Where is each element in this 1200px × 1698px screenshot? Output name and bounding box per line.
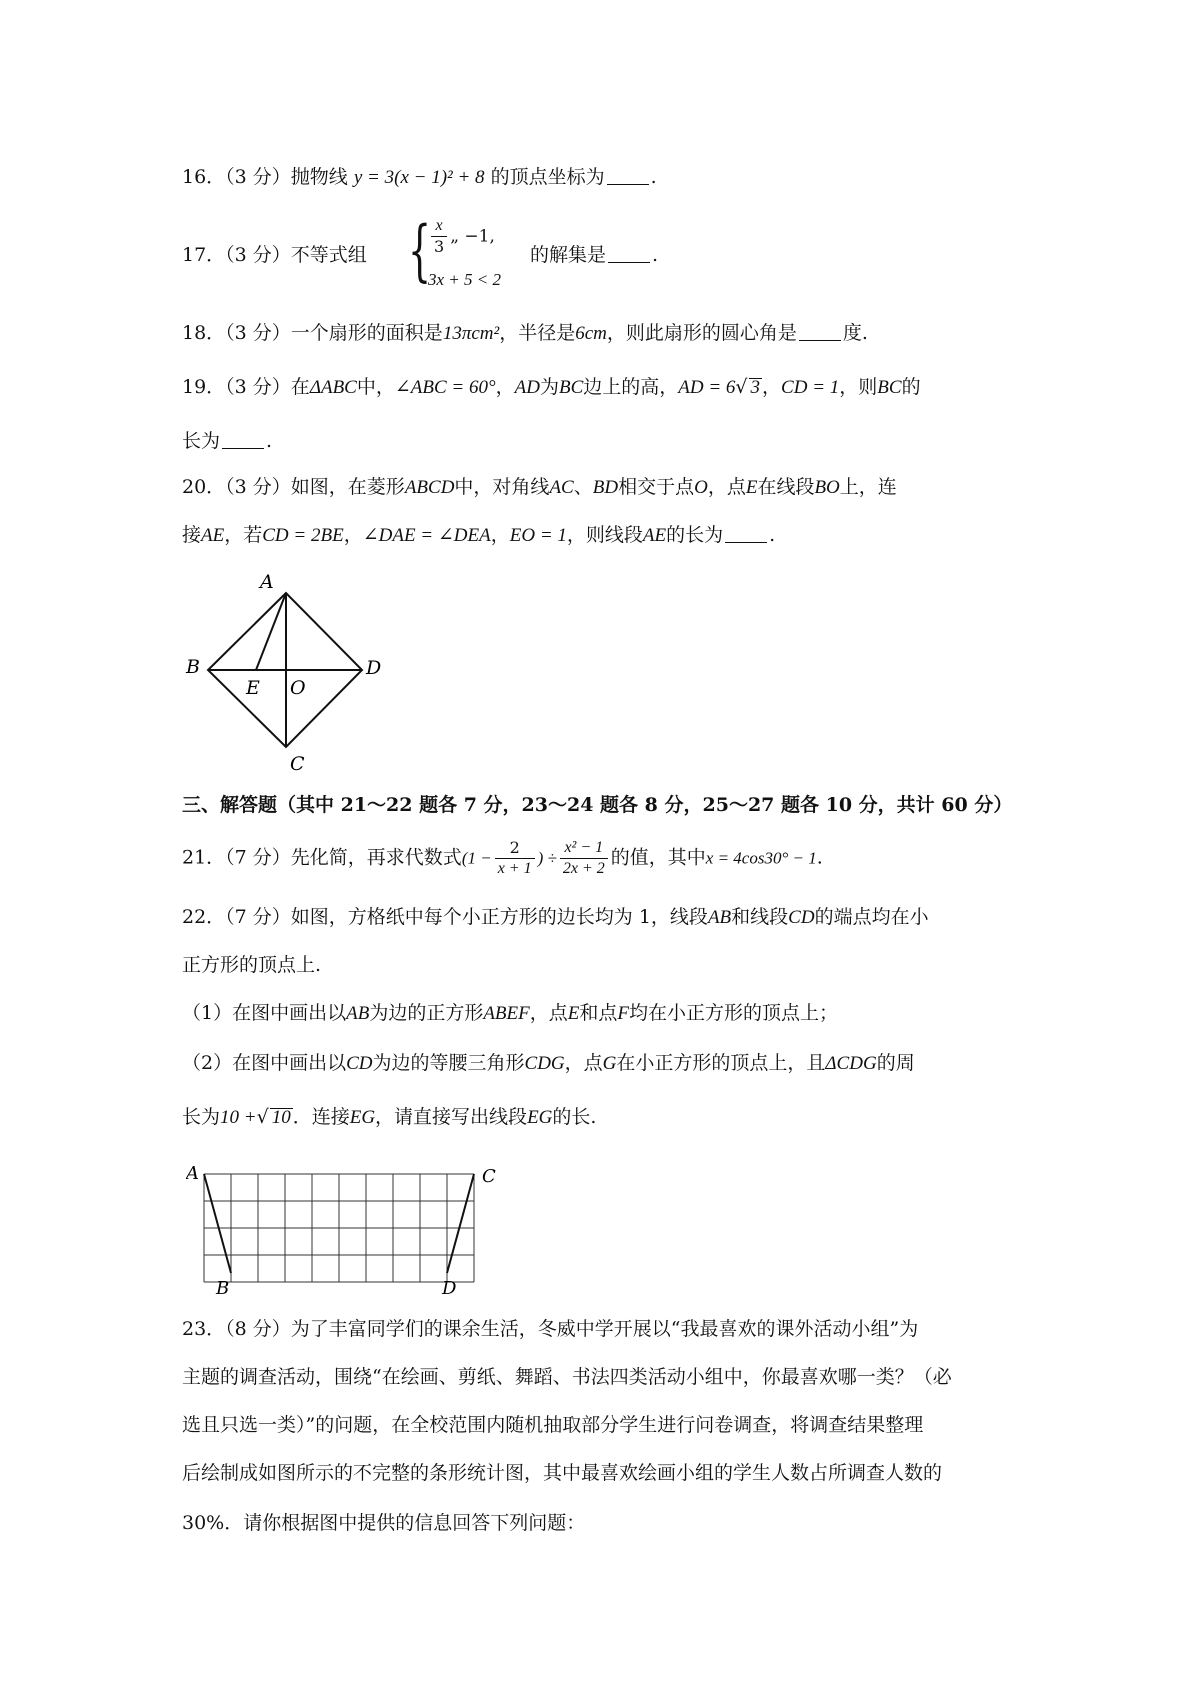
q20-text: 相交于点: [618, 476, 695, 498]
q20-math: AE: [201, 525, 225, 546]
answer-blank: [725, 524, 767, 543]
question-23-line-5: [182, 1512, 585, 1535]
question-19-line-2: [182, 430, 272, 453]
q20-math: E: [745, 477, 758, 498]
question-23: 23．（8 分）为了丰富同学们的课余生活，冬威中学开展以“我最喜欢的课外活动小组”为: [182, 1318, 919, 1340]
q19-math: CD = 1: [781, 377, 840, 398]
q20-text: 接: [182, 524, 202, 546]
label-o: O: [290, 677, 306, 699]
answer-blank: [799, 322, 841, 341]
q20-text: ，点: [707, 476, 746, 498]
fraction: [560, 838, 608, 879]
question-20: [182, 476, 897, 500]
question-19: 19．（3 分）在ΔABC中，∠ABC = 60°，AD为BC边上的高，AD = 6√ 3 ，CD = 1，则BC的: [182, 376, 921, 398]
question-21: [182, 838, 823, 879]
q20-math: AC: [549, 477, 574, 498]
question-22: [182, 906, 929, 930]
q22-text: 的端点均在小: [814, 906, 929, 928]
q20-text: ，: [490, 524, 510, 546]
q16-suffix: 的顶点坐标为: [490, 166, 605, 188]
q20-math: BD: [592, 477, 619, 498]
q19-text: 的: [901, 376, 921, 398]
q17-end: .: [652, 244, 659, 266]
q19-text: 长为: [182, 430, 221, 452]
fraction-numerator: x: [431, 216, 447, 237]
fraction-denominator: 3: [434, 237, 445, 256]
q22-text: ，点: [529, 1002, 568, 1024]
grid-label-c: C: [482, 1166, 496, 1187]
q20-math: O: [694, 477, 708, 498]
q19-text: 为: [539, 376, 559, 398]
q21-math: (1 −: [461, 848, 492, 868]
q22-text: 长为: [182, 1106, 221, 1128]
grid-label-d: D: [442, 1278, 457, 1299]
q22-text: 在小正方形的顶点上，且: [616, 1052, 826, 1074]
q22-math: 10 +: [220, 1107, 257, 1128]
q21-math: ) ÷: [537, 848, 557, 868]
q23-text: ．请你根据图中提供的信息回答下列问题：: [224, 1512, 586, 1534]
q18-text: ，半径是: [499, 322, 576, 344]
question-22-part-1: [182, 1002, 838, 1026]
q18-text: ，则此扇形的圆心角是: [606, 322, 797, 344]
q22-math: CD: [346, 1053, 373, 1074]
question-23-line-3: 选且只选一类）”的问题，在全校范围内随机抽取部分学生进行问卷调查，将调查结果整理: [182, 1414, 924, 1436]
q22-math: CD: [788, 907, 815, 928]
fraction-numerator: 2: [495, 838, 535, 859]
q20-text: 上，连: [839, 476, 897, 498]
section-3-heading: 三、解答题（其中 21～22 题各 7 分，23～24 题各 8 分，25～27 题各 10 分，共计 60 分）: [182, 794, 1013, 816]
label-e: E: [246, 677, 260, 699]
q19-text: ，则: [839, 376, 878, 398]
q19-text: 边上的高，: [583, 376, 679, 398]
q22-text: （2）在图中画出以: [182, 1052, 347, 1074]
q19-end: .: [266, 430, 273, 452]
q19-text: ，: [495, 376, 515, 398]
fraction: [431, 216, 447, 257]
q21-end: .: [816, 846, 823, 869]
q22-math: CDG: [524, 1053, 565, 1074]
answer-blank: [608, 244, 650, 263]
q20-text: ，则线段: [566, 524, 643, 546]
q19-math: ∠ABC = 60°: [394, 377, 496, 398]
grid-label-a: A: [186, 1163, 199, 1184]
q19-math: BC: [558, 377, 584, 398]
question-23-line-2: 主题的调查活动，围绕“在绘画、剪纸、舞蹈、书法四类活动小组中，你最喜欢哪一类？（必: [182, 1366, 952, 1388]
q20-text: ，若: [224, 524, 263, 546]
q16-formula: y = 3(x − 1)² + 8: [353, 167, 485, 188]
label-a: A: [260, 571, 274, 593]
q20-math: AE: [642, 525, 667, 546]
q22-text: ，点: [564, 1052, 603, 1074]
question-23-line-4: 后绘制成如图所示的不完整的条形统计图，其中最喜欢绘画小组的学生人数占所调查人数的: [182, 1462, 943, 1484]
q19-math: AD: [514, 377, 540, 398]
fraction-denominator: x + 1: [497, 860, 532, 877]
q22-text: 22．（7 分）如图，方格纸中每个小正方形的边长均为 1，线段: [182, 906, 708, 928]
answer-blank: [222, 430, 264, 449]
q19-sqrt: 3: [750, 377, 761, 398]
inequality-row-2: 3x + 5 < 2: [428, 270, 501, 289]
q19-text: ，: [762, 376, 782, 398]
q22-math: AB: [346, 1003, 370, 1024]
q20-text: 、: [573, 476, 593, 498]
question-16: [182, 166, 657, 190]
inequality-row-1: [428, 216, 495, 257]
q22-math: AB: [707, 907, 732, 928]
q20-end: .: [769, 524, 776, 546]
q22-text: ．连接: [292, 1106, 350, 1128]
q18-suffix: 度.: [842, 322, 868, 344]
q20-math: ABCD: [404, 477, 455, 498]
grid-figure: [186, 1150, 516, 1300]
q22-text: 的长.: [552, 1106, 597, 1128]
q17-prefix: 17．（3 分）不等式组: [182, 244, 367, 266]
segment-ab: [204, 1174, 231, 1273]
q22-math: EG: [527, 1107, 553, 1128]
q19-text: 19．（3 分）在: [182, 376, 310, 398]
q22-text: 为边的等腰三角形: [372, 1052, 525, 1074]
q22-math: E: [567, 1003, 580, 1024]
grid-lines: [204, 1174, 474, 1282]
q17-tail: [530, 244, 658, 267]
q22-text: 和线段: [731, 906, 789, 928]
q18-radius: 6cm: [575, 323, 607, 344]
q18-prefix: 18．（3 分）一个扇形的面积是: [182, 322, 443, 344]
q19-math: ΔABC: [309, 377, 357, 398]
q22-text: 均在小正方形的顶点上；: [629, 1002, 839, 1024]
q22-text: 为边的正方形: [369, 1002, 484, 1024]
question-20-line-2: [182, 524, 775, 548]
q22-text: 和点: [579, 1002, 618, 1024]
inequality-system: [408, 212, 508, 296]
q21-math: x = 4cos30° − 1: [705, 848, 817, 868]
q21-text: 的值，其中: [610, 846, 706, 869]
q20-math: CD = 2BE: [262, 525, 344, 546]
question-22-part-2-line-2: 长为10 +√ 10 ．连接EG，请直接写出线段EG的长.: [182, 1106, 597, 1128]
left-brace: {: [408, 212, 432, 289]
q22-sqrt: 10: [271, 1107, 291, 1128]
answer-blank: [607, 166, 649, 185]
fraction-numerator: x² − 1: [560, 838, 608, 859]
rhombus-figure: [180, 570, 400, 780]
q18-area: 13πcm²: [442, 323, 500, 344]
q22-math: F: [617, 1003, 630, 1024]
q19-math: AD = 6: [678, 377, 736, 398]
q21-text: 21．（7 分）先化简，再求代数式: [182, 846, 462, 869]
q20-text: 中，对角线: [454, 476, 550, 498]
q22-text: ，请直接写出线段: [375, 1106, 528, 1128]
segment-cd: [447, 1174, 474, 1273]
q16-end: .: [650, 166, 657, 188]
q22-text: 的周: [876, 1052, 915, 1074]
q20-math: BO: [814, 477, 840, 498]
q16-prefix: 16．（3 分）抛物线: [182, 166, 348, 188]
fraction-denominator: 2x + 2: [562, 860, 605, 877]
q17-suffix: 的解集是: [530, 244, 607, 266]
q20-text: 的长为: [666, 524, 724, 546]
question-22-line-2: 正方形的顶点上.: [182, 954, 322, 976]
q20-math: EO = 1: [509, 525, 567, 546]
q20-math: ∠DAE = ∠DEA: [362, 525, 491, 546]
q20-text: 在线段: [757, 476, 815, 498]
q23-percent: 30%: [182, 1512, 225, 1534]
question-22-part-2: [182, 1052, 915, 1076]
segment-ae: [256, 593, 286, 670]
label-c: C: [290, 753, 305, 775]
q19-text: 中，: [356, 376, 395, 398]
label-b: B: [186, 656, 200, 678]
inequality-relation: „ −1,: [450, 226, 495, 247]
q20-text: 20．（3 分）如图，在菱形: [182, 476, 405, 498]
q22-math: ΔCDG: [825, 1053, 877, 1074]
q22-math: G: [602, 1053, 617, 1074]
question-18: [182, 322, 868, 346]
question-17: [182, 244, 367, 267]
q22-math: ABEF: [483, 1003, 530, 1024]
q22-text: （1）在图中画出以: [182, 1002, 347, 1024]
grid-label-b: B: [216, 1278, 230, 1299]
q19-math: BC: [877, 377, 902, 398]
fraction: [495, 838, 535, 879]
q22-math: EG: [349, 1107, 376, 1128]
q20-text: ，: [343, 524, 363, 546]
label-d: D: [366, 657, 382, 679]
